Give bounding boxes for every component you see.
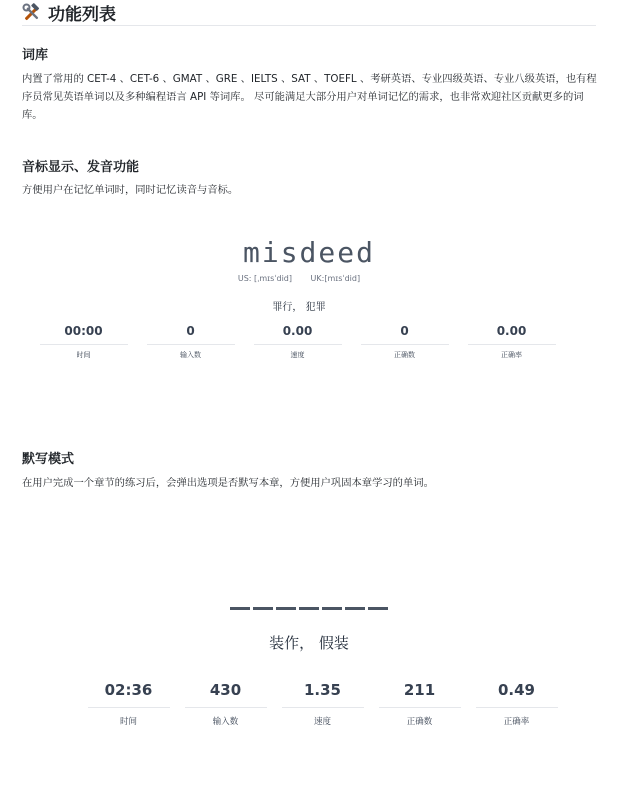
hidden-word-dashes <box>230 607 391 610</box>
stat-label: 速度 <box>313 717 331 727</box>
stat-time <box>80 681 177 727</box>
letter-dash <box>299 607 319 610</box>
letter-dash <box>345 607 365 610</box>
stat-correct-count <box>351 324 458 360</box>
stat-divider <box>379 707 461 708</box>
phonetic-row <box>0 274 598 283</box>
stat-value: 0.00 <box>282 324 313 338</box>
stat-divider <box>88 707 170 708</box>
section-text-dictation: 在用户完成一个章节的练习后，会弹出选项是否默写本章，方便用户巩固本章学习的单词。 <box>22 477 434 489</box>
stat-value: 211 <box>403 681 436 699</box>
hammer-wrench-icon <box>22 3 42 23</box>
stat-label: 输入数 <box>180 351 201 359</box>
letter-dash <box>322 607 342 610</box>
section-text-wordbank: 内置了常用的 CET-4 、CET-6 、GMAT 、GRE 、IELTS 、SAT 、TOEFL 、考研英语、专业四级英语、专业八级英语，也有程序员常见英语单词以及多种编程语言 API 等词库。 尽可能满足大部分用户对单词记忆的需求，也非常欢迎社区贡献更多的词库。 <box>22 73 597 121</box>
stat-label: 输入数 <box>212 717 239 727</box>
section-text-phonetic: 方便用户在记忆单词时，同时记忆读音与音标。 <box>22 184 239 196</box>
stat-input-count <box>137 324 244 360</box>
stat-divider <box>147 344 235 345</box>
letter-dash <box>253 607 273 610</box>
letter-dash <box>276 607 296 610</box>
stat-value: 0 <box>400 324 409 338</box>
stat-divider <box>361 344 449 345</box>
section-title-wordbank: 词库 <box>22 48 49 63</box>
section-title-dictation: 默写模式 <box>22 452 75 467</box>
stat-speed <box>244 324 351 360</box>
stat-label: 正确率 <box>501 351 522 359</box>
demo-translation: 罪行， 犯罪 <box>272 302 326 313</box>
dictation-translation: 装作， 假装 <box>269 634 349 652</box>
stat-label: 正确率 <box>503 717 530 727</box>
stat-divider <box>282 707 364 708</box>
stat-value: 00:00 <box>64 324 103 338</box>
stat-value: 0.00 <box>496 324 527 338</box>
stat-divider <box>185 707 267 708</box>
letter-dash <box>230 607 250 610</box>
stat-label: 时间 <box>76 351 91 359</box>
stat-divider <box>468 344 556 345</box>
stat-accuracy <box>458 324 565 360</box>
stats-bar-demo1 <box>30 324 565 360</box>
stat-divider <box>40 344 128 345</box>
stat-label: 正确数 <box>394 351 415 359</box>
stat-value: 0 <box>186 324 195 338</box>
stat-speed <box>274 681 371 727</box>
stat-label: 速度 <box>290 351 305 359</box>
stat-value: 0.49 <box>497 681 535 699</box>
stat-divider <box>254 344 342 345</box>
stat-divider <box>476 707 558 708</box>
page-heading <box>22 0 596 26</box>
stat-label: 时间 <box>119 717 137 727</box>
page-title: 功能列表 <box>48 5 116 25</box>
stat-input-count <box>177 681 274 727</box>
stat-label: 正确数 <box>406 717 433 727</box>
section-title-phonetic: 音标显示、发音功能 <box>22 160 140 175</box>
stat-time <box>30 324 137 360</box>
stats-bar-demo2 <box>80 681 565 727</box>
stat-value: 430 <box>209 681 242 699</box>
stat-value: 02:36 <box>104 681 153 699</box>
letter-dash <box>368 607 388 610</box>
demo-word: misdeed <box>242 236 375 269</box>
stat-value: 1.35 <box>303 681 341 699</box>
uk-phonetic: UK:[mɪsˈdid] <box>310 274 361 283</box>
us-phonetic: US: [ˌmɪsˈdid] <box>237 274 292 283</box>
stat-correct-count <box>371 681 468 727</box>
stat-accuracy <box>468 681 565 727</box>
